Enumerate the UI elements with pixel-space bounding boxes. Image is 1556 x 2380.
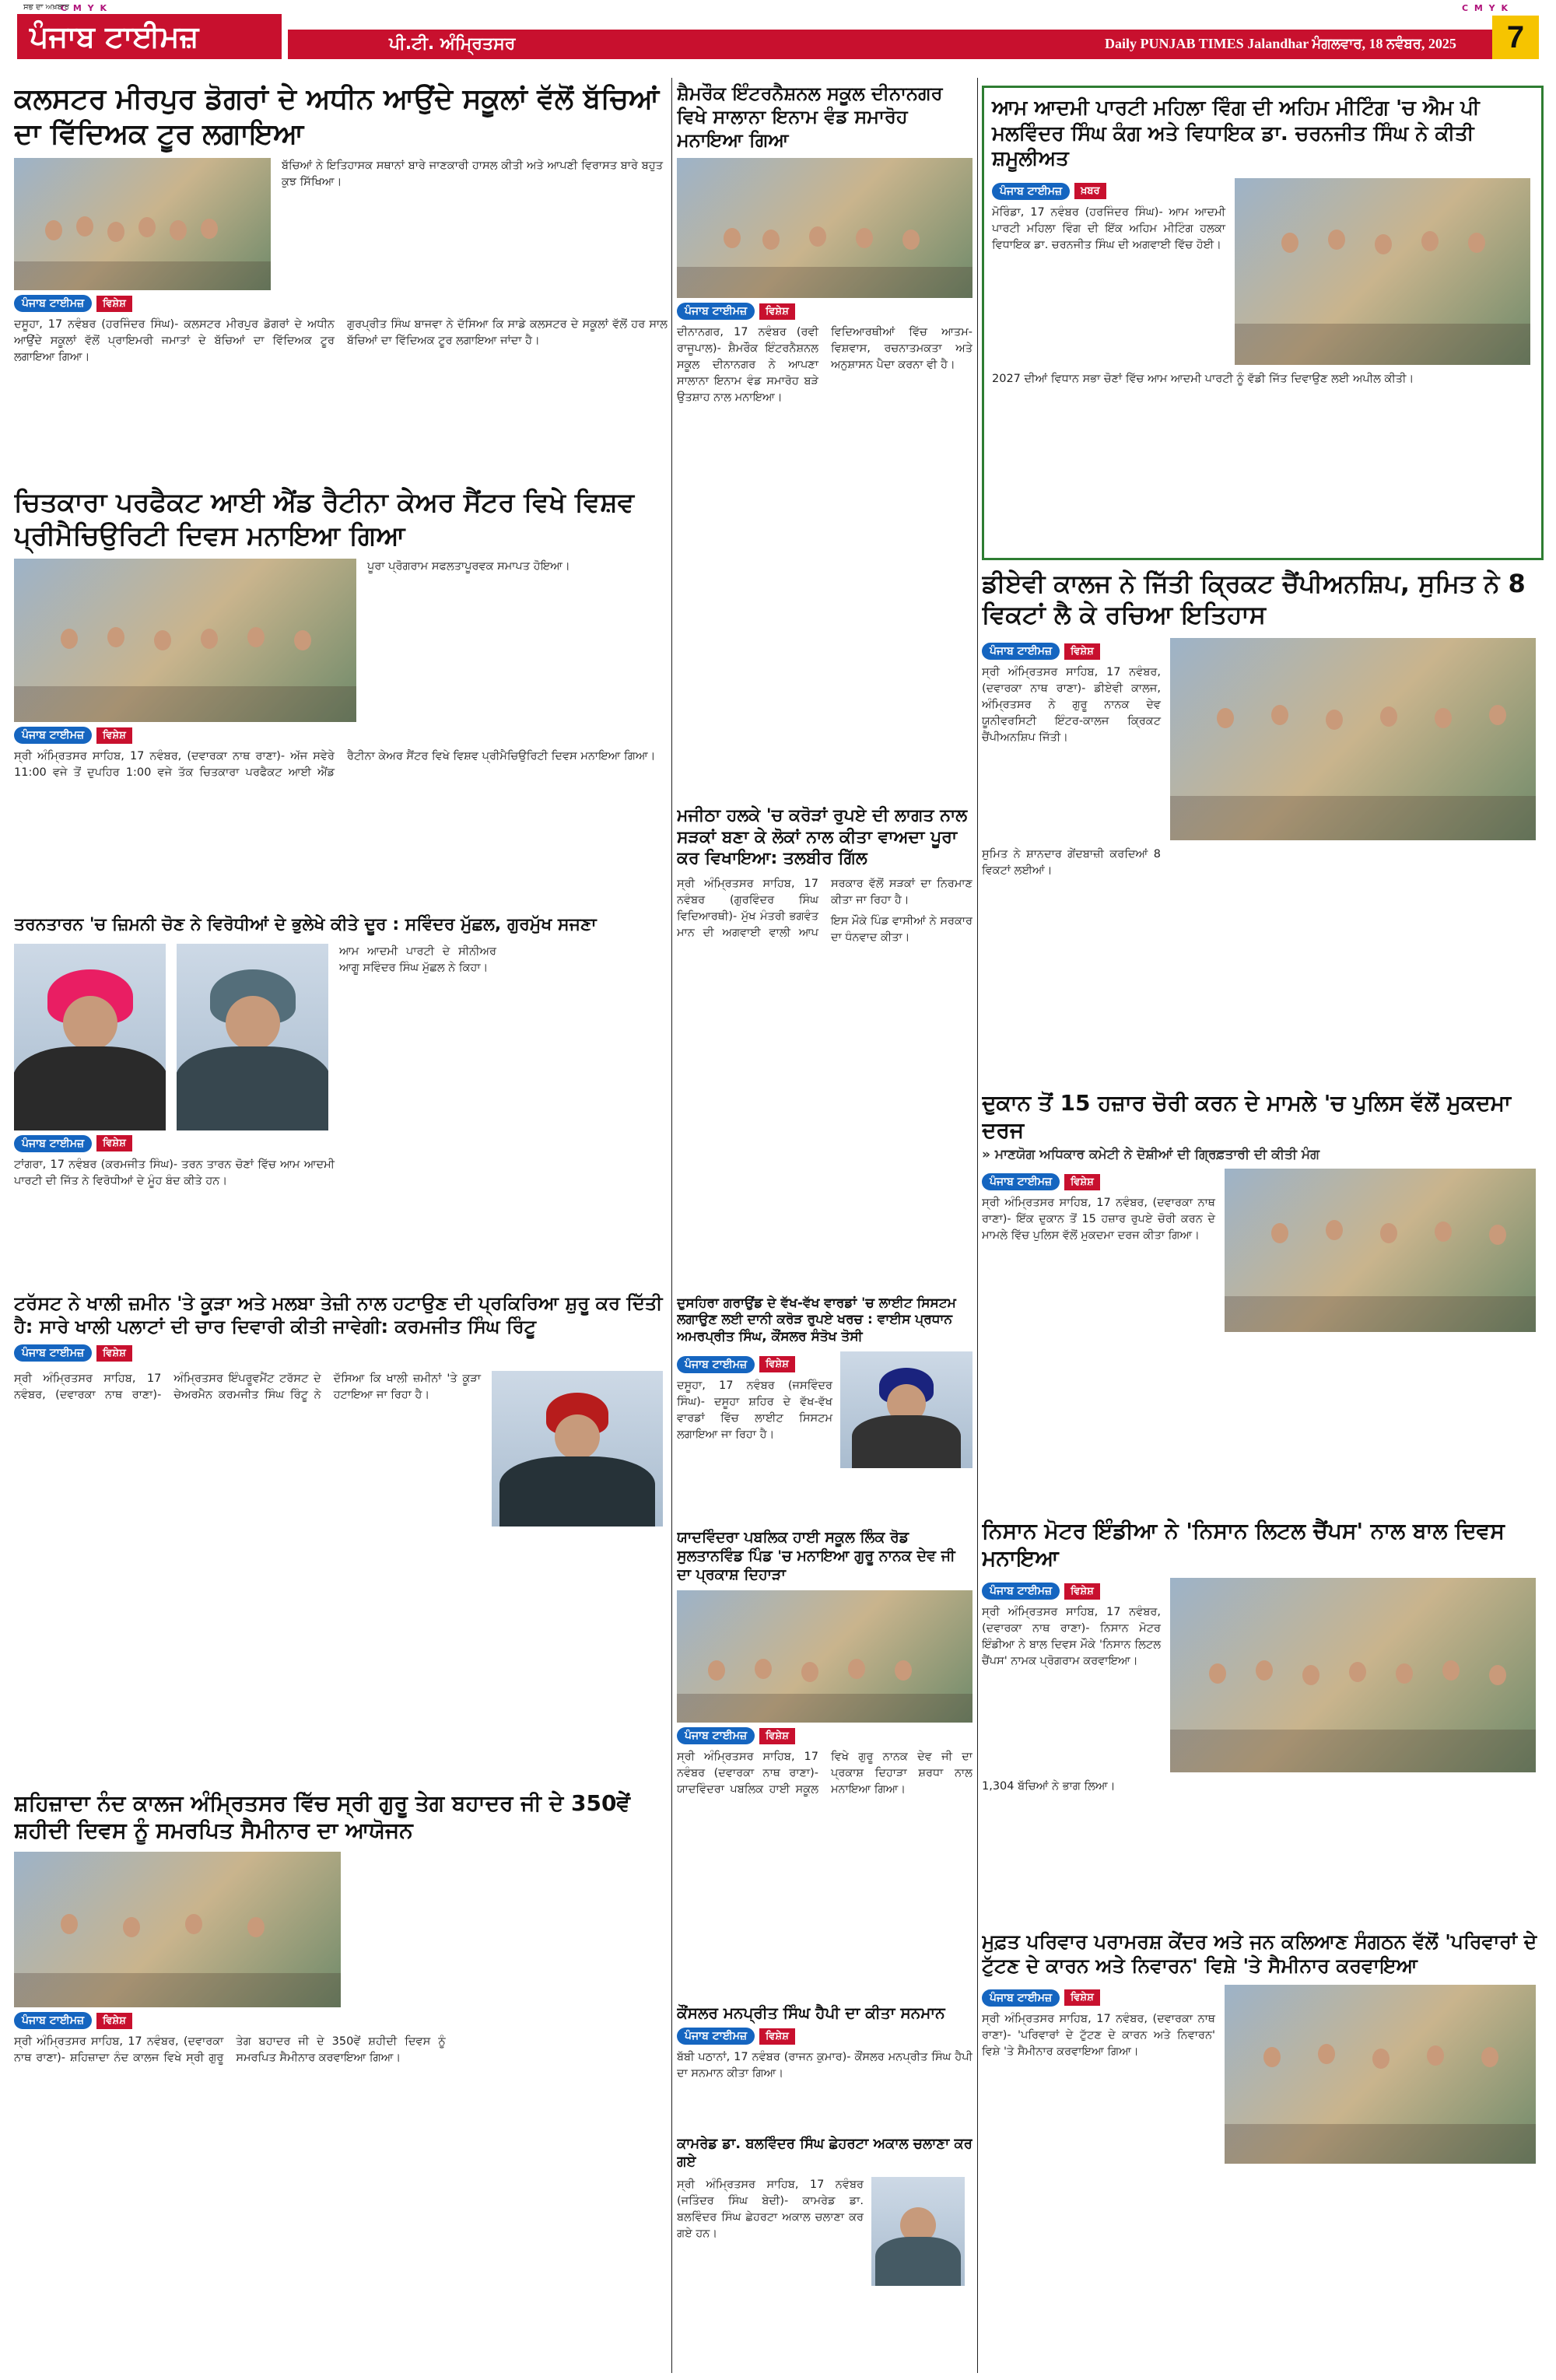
logo-tagline: ਸਭ ਦਾ ਅਖ਼ਬਾਰ [23, 3, 69, 12]
photo-seminar-stage [14, 1852, 341, 2007]
article-shamrock-school [677, 82, 972, 797]
article-body: ਸ੍ਰੀ ਅੰਮ੍ਰਿਤਸਰ ਸਾਹਿਬ, 17 ਨਵੰਬਰ, (ਦਵਾਰਕਾ ਨਾਥ ਰਾਣਾ)- ਸ਼ਹਿਜ਼ਾਦਾ ਨੰਦ ਕਾਲਜ ਵਿਖੇ ਸ੍ਰੀ ਗੁਰੂ ਤੇਗ ਬਹਾਦਰ ਜੀ ਦੇ 350ਵੇਂ ਸ਼ਹੀਦੀ ਦਿਵਸ ਨੂੰ ਸਮਰਪਿਤ ਸੈਮੀਨਾਰ ਕਰਵਾਇਆ ਗਿਆ। [14, 2035, 446, 2065]
headline: ਸ਼ੈਮਰੌਕ ਇੰਟਰਨੈਸ਼ਨਲ ਸਕੂਲ ਦੀਨਾਨਗਰ ਵਿਖੇ ਸਾਲਾਨਾ ਇਨਾਮ ਵੰਡ ਸਮਾਰੋਹ ਮਨਾਇਆ ਗਿਆ [677, 82, 943, 151]
headline: ਦੁਕਾਨ ਤੋਂ 15 ਹਜ਼ਾਰ ਚੋਰੀ ਕਰਨ ਦੇ ਮਾਮਲੇ 'ਚ ਪੁਲਿਸ ਵੱਲੋਂ ਮੁਕਦਮਾ ਦਰਜ [982, 1090, 1512, 1143]
photo-eye-center-staff [14, 559, 356, 722]
photo-complainants-group [1225, 1169, 1536, 1332]
article-body: 1,304 ਬੱਚਿਆਂ ਨੇ ਭਾਗ ਲਿਆ। [982, 1780, 1116, 1793]
headline: ਕਾਮਰੇਡ ਡਾ. ਬਲਵਿੰਦਰ ਸਿੰਘ ਛੇਹਰਟਾ ਅਕਾਲ ਚਲਾਣਾ ਕਰ ਗਏ [677, 2136, 972, 2170]
photo-portrait-karamjit-rintu [492, 1371, 663, 1526]
photo-prize-ceremony [677, 158, 972, 298]
article-shop-theft [982, 1089, 1544, 1509]
cmyk-marker: C M Y K [1462, 3, 1509, 13]
logo-text: ਪੰਜਾਬ ਟਾਈਮਜ਼ [30, 19, 199, 54]
article-councillor-honour [677, 2003, 972, 2128]
byline [14, 1344, 132, 1362]
tag-special: ਵਿਸ਼ੇਸ਼ [96, 296, 132, 312]
article-family-counselling-seminar [982, 1930, 1544, 2373]
article-yadvindra-school [677, 1529, 972, 1996]
article-body: ਦਸੂਹਾ, 17 ਨਵੰਬਰ (ਹਰਜਿੰਦਰ ਸਿੰਘ)- ਕਲਸਟਰ ਮੀਰਪੁਰ ਡੋਗਰਾਂ ਦੇ ਅਧੀਨ ਆਉਂਦੇ ਸਕੂਲਾਂ ਵੱਲੋਂ ਪ੍ਰਾਇਮਰੀ ਜਮਾਤਾਂ ਦੇ ਬੱਚਿਆਂ ਦਾ ਵਿੱਦਿਅਕ ਟੂਰ ਲਗਾਇਆ ਗਿਆ। ਗੁਰਪ੍ਰੀਤ ਸਿੰਘ ਬਾਜਵਾ ਨੇ ਦੱਸਿਆ ਕਿ ਸਾਡੇ ਕਲਸਟਰ ਦੇ ਸਕੂਲਾਂ ਵੱਲੋਂ ਹਰ ਸਾਲ ਬੱਚਿਆਂ ਦਾ ਵਿੱਦਿਅਕ ਟੂਰ ਲਗਾਇਆ ਜਾਂਦਾ ਹੈ। [14, 318, 668, 364]
tag-punjab-times: ਪੰਜਾਬ ਟਾਈਮਜ਼ [14, 295, 92, 312]
tag-punjab-times: ਪੰਜਾਬ ਟਾਈਮਜ਼ [677, 303, 755, 320]
article-body: 2027 ਦੀਆਂ ਵਿਧਾਨ ਸਭਾ ਚੋਣਾਂ ਵਿੱਚ ਆਮ ਆਦਮੀ ਪਾਰਟੀ ਨੂੰ ਵੱਡੀ ਜਿੱਤ ਦਿਵਾਉਣ ਲਈ ਅਪੀਲ ਕੀਤੀ। [992, 372, 1414, 385]
byline [982, 1173, 1100, 1190]
photo-portrait-amarpreet-singh [840, 1351, 972, 1468]
masthead [0, 0, 1556, 62]
byline [982, 1583, 1100, 1600]
tag-special: ਵਿਸ਼ੇਸ਼ [759, 1356, 795, 1372]
photo-school-celebration [677, 1590, 972, 1723]
headline: ਟਰੱਸਟ ਨੇ ਖਾਲੀ ਜ਼ਮੀਨ 'ਤੇ ਕੂੜਾ ਅਤੇ ਮਲਬਾ ਤੇਜ਼ੀ ਨਾਲ ਹਟਾਉਣ ਦੀ ਪ੍ਰਕਿਰਿਆ ਸ਼ੁਰੂ ਕਰ ਦਿੱਤੀ ਹੈ: ਸਾਰੇ ਖਾਲੀ ਪਲਾਟਾਂ ਦੀ ਚਾਰ ਦਿਵਾਰੀ ਕੀਤੀ ਜਾਵੇਗੀ: ਕਰਮਜੀਤ ਸਿੰਘ ਰਿੰਟੂ [14, 1292, 663, 1337]
article-body: ਸ੍ਰੀ ਅੰਮ੍ਰਿਤਸਰ ਸਾਹਿਬ, 17 ਨਵੰਬਰ, (ਦਵਾਰਕਾ ਨਾਥ ਰਾਣਾ)- ਅੱਜ ਸਵੇਰੇ 11:00 ਵਜੇ ਤੋਂ ਦੁਪਹਿਰ 1:00 ਵਜੇ ਤੱਕ ਚਿਤਕਾਰਾ ਪਰਫੈਕਟ ਆਈ ਐਂਡ ਰੈਟੀਨਾ ਕੇਅਰ ਸੈਂਟਰ ਵਿਖੇ ਵਿਸ਼ਵ ਪ੍ਰੀਮੈਚਿਉਰਿਟੀ ਦਿਵਸ ਮਨਾਇਆ ਗਿਆ। [14, 750, 656, 780]
article-body: ਸੁਮਿਤ ਨੇ ਸ਼ਾਨਦਾਰ ਗੇਂਦਬਾਜ਼ੀ ਕਰਦਿਆਂ 8 ਵਿਕਟਾਂ ਲਈਆਂ। [982, 848, 1161, 878]
headline: ਡੀਏਵੀ ਕਾਲਜ ਨੇ ਜਿੱਤੀ ਕ੍ਰਿਕਟ ਚੈਂਪੀਅਨਸ਼ਿਪ, ਸੁਮਿਤ ਨੇ 8 ਵਿਕਟਾਂ ਲੈ ਕੇ ਰਚਿਆ ਇਤਿਹਾਸ [982, 569, 1526, 629]
article-body: ਸ੍ਰੀ ਅੰਮ੍ਰਿਤਸਰ ਸਾਹਿਬ, 17 ਨਵੰਬਰ, (ਦਵਾਰਕਾ ਨਾਥ ਰਾਣਾ)- ਡੀਏਵੀ ਕਾਲਜ, ਅੰਮ੍ਰਿਤਸਰ ਨੇ ਗੁਰੂ ਨਾਨਕ ਦੇਵ ਯੂਨੀਵਰਸਿਟੀ ਇੰਟਰ-ਕਾਲਜ ਕ੍ਰਿਕਟ ਚੈਂਪੀਅਨਸ਼ਿਪ ਜਿੱਤੀ। [982, 666, 1161, 745]
article-seminar-guru-tegh-bahadur [14, 1789, 668, 2373]
tag-punjab-times: ਪੰਜਾਬ ਟਾਈਮਜ਼ [982, 1989, 1060, 2007]
article-body: ਸ੍ਰੀ ਅੰਮ੍ਰਿਤਸਰ ਸਾਹਿਬ, 17 ਨਵੰਬਰ (ਗੁਰਵਿੰਦਰ ਸਿੰਘ ਵਿਦਿਆਰਥੀ)- ਮੁੱਖ ਮੰਤਰੀ ਭਗਵੰਤ ਮਾਨ ਦੀ ਅਗਵਾਈ ਵਾਲੀ ਆਪ ਸਰਕਾਰ ਵੱਲੋਂ ਸੜਕਾਂ ਦਾ ਨਿਰਮਾਣ ਕੀਤਾ ਜਾ ਰਿਹਾ ਹੈ। ਇਸ ਮੌਕੇ ਪਿੰਡ ਵਾਸੀਆਂ ਨੇ ਸਰਕਾਰ ਦਾ ਧੰਨਵਾਦ ਕੀਤਾ। [677, 877, 972, 944]
edition-date: Daily PUNJAB TIMES Jalandhar ਮੰਗਲਵਾਰ, 18 ਨਵੰਬਰ, 2025 [1105, 36, 1456, 51]
page-number: 7 [1492, 16, 1539, 59]
headline: ਆਮ ਆਦਮੀ ਪਾਰਟੀ ਮਹਿਲਾ ਵਿੰਗ ਦੀ ਅਹਿਮ ਮੀਟਿੰਗ 'ਚ ਐਮ ਪੀ ਮਲਵਿੰਦਰ ਸਿੰਘ ਕੰਗ ਅਤੇ ਵਿਧਾਇਕ ਡਾ. ਚਰਨਜੀਤ ਸਿੰਘ ਨੇ ਕੀਤੀ ਸ਼ਮੂਲੀਅਤ [992, 96, 1480, 170]
subheadline: » ਮਾਣਯੋਗ ਅਧਿਕਾਰ ਕਮੇਟੀ ਨੇ ਦੋਸ਼ੀਆਂ ਦੀ ਗ੍ਰਿਫ਼ਤਾਰੀ ਦੀ ਕੀਤੀ ਮੰਗ [982, 1147, 1319, 1162]
article-body: ਬੱਚਿਆਂ ਨੇ ਇਤਿਹਾਸਕ ਸਥਾਨਾਂ ਬਾਰੇ ਜਾਣਕਾਰੀ ਹਾਸਲ ਕੀਤੀ ਅਤੇ ਆਪਣੀ ਵਿਰਾਸਤ ਬਾਰੇ ਬਹੁਤ ਕੁਝ ਸਿੱਖਿਆ। [282, 159, 663, 189]
byline [992, 183, 1106, 200]
headline: ਯਾਦਵਿੰਦਰਾ ਪਬਲਿਕ ਹਾਈ ਸਕੂਲ ਲਿੰਕ ਰੋਡ ਸੁਲਤਾਨਵਿੰਡ ਪਿੰਡ 'ਚ ਮਨਾਇਆ ਗੁਰੂ ਨਾਨਕ ਦੇਵ ਜੀ ਦਾ ਪ੍ਰਕਾਸ਼ ਦਿਹਾੜਾ [677, 1529, 955, 1583]
article-body: ਆਮ ਆਦਮੀ ਪਾਰਟੀ ਦੇ ਸੀਨੀਅਰ ਆਗੂ ਸਵਿੰਦਰ ਸਿੰਘ ਮੁੱਛਲ ਨੇ ਕਿਹਾ। [339, 945, 496, 974]
tag-special: ਵਿਸ਼ੇਸ਼ [96, 1345, 132, 1362]
article-majitha-roads [677, 805, 972, 1288]
headline: ਮੁਫ਼ਤ ਪਰਿਵਾਰ ਪਰਾਮਰਸ਼ ਕੇਂਦਰ ਅਤੇ ਜਨ ਕਲਿਆਣ ਸੰਗਠਨ ਵੱਲੋਂ 'ਪਰਿਵਾਰਾਂ ਦੇ ਟੁੱਟਣ ਦੇ ਕਾਰਨ ਅਤੇ ਨਿਵਾਰਨ' ਵਿਸ਼ੇ 'ਤੇ ਸੈਮੀਨਾਰ ਕਰਵਾਇਆ [982, 1930, 1537, 1978]
photo-nissan-children [1170, 1578, 1536, 1772]
article-body: ਬੱਬੀ ਪਠਾਨਾਂ, 17 ਨਵੰਬਰ (ਰਾਜਨ ਕੁਮਾਰ)- ਕੌਂਸਲਰ ਮਨਪ੍ਰੀਤ ਸਿੰਘ ਹੈਪੀ ਦਾ ਸਨਮਾਨ ਕੀਤਾ ਗਿਆ। [677, 2051, 972, 2080]
tag-special: ਵਿਸ਼ੇਸ਼ [759, 2028, 795, 2045]
headline: ਕਲਸਟਰ ਮੀਰਪੁਰ ਡੋਗਰਾਂ ਦੇ ਅਧੀਨ ਆਉਂਦੇ ਸਕੂਲਾਂ ਵੱਲੋਂ ਬੱਚਿਆਂ ਦਾ ਵਿੱਦਿਅਕ ਟੂਰ ਲਗਾਇਆ [14, 83, 660, 150]
article-dasuya-lights [677, 1295, 972, 1521]
tag-punjab-times: ਪੰਜਾਬ ਟਾਈਮਜ਼ [14, 2012, 92, 2029]
tag-punjab-times: ਪੰਜਾਬ ਟਾਈਮਜ਼ [14, 1344, 92, 1362]
cmyk-marker: C M Y K [61, 3, 108, 13]
tag-punjab-times: ਪੰਜਾਬ ਟਾਈਮਜ਼ [982, 1583, 1060, 1600]
tag-special: ਵਿਸ਼ੇਸ਼ [759, 303, 795, 320]
article-comrade-obituary [677, 2136, 972, 2369]
article-school-tour [14, 82, 668, 478]
byline [677, 2028, 795, 2045]
article-dav-cricket [982, 568, 1544, 1081]
article-body: ਦਸੂਹਾ, 17 ਨਵੰਬਰ (ਜਸਵਿੰਦਰ ਸਿੰਘ)- ਦਸੂਹਾ ਸ਼ਹਿਰ ਦੇ ਵੱਖ-ਵੱਖ ਵਾਰਡਾਂ ਵਿੱਚ ਲਾਈਟ ਸਿਸਟਮ ਲਗਾਇਆ ਜਾ ਰਿਹਾ ਹੈ। [677, 1379, 832, 1441]
article-trust-land-cleanup [14, 1292, 668, 1782]
article-body: ਸ੍ਰੀ ਅੰਮ੍ਰਿਤਸਰ ਸਾਹਿਬ, 17 ਨਵੰਬਰ, (ਦਵਾਰਕਾ ਨਾਥ ਰਾਣਾ)- ਨਿਸਾਨ ਮੋਟਰ ਇੰਡੀਆ ਨੇ ਬਾਲ ਦਿਵਸ ਮੌਕੇ 'ਨਿਸਾਨ ਲਿਟਲ ਚੈਂਪਸ' ਨਾਮਕ ਪ੍ਰੋਗਰਾਮ ਕਰਵਾਇਆ। [982, 1606, 1161, 1668]
byline [14, 727, 132, 744]
photo-portrait-gurmukh-sajna [177, 944, 328, 1130]
article-body: ਸ੍ਰੀ ਅੰਮ੍ਰਿਤਸਰ ਸਾਹਿਬ, 17 ਨਵੰਬਰ, (ਦਵਾਰਕਾ ਨਾਥ ਰਾਣਾ)- ਅੰਮ੍ਰਿਤਸਰ ਇੰਪਰੂਵਮੈਂਟ ਟਰੱਸਟ ਦੇ ਚੇਅਰਮੈਨ ਕਰਮਜੀਤ ਸਿੰਘ ਰਿੰਟੂ ਨੇ ਦੱਸਿਆ ਕਿ ਖਾਲੀ ਜ਼ਮੀਨਾਂ 'ਤੇ ਕੂੜਾ ਹਟਾਇਆ ਜਾ ਰਿਹਾ ਹੈ। [14, 1372, 481, 1402]
tag-punjab-times: ਪੰਜਾਬ ਟਾਈਮਜ਼ [14, 727, 92, 744]
column-divider [671, 78, 672, 2373]
headline: ਤਰਨਤਾਰਨ 'ਚ ਜ਼ਿਮਨੀ ਚੋਣ ਨੇ ਵਿਰੋਧੀਆਂ ਦੇ ਭੁਲੇਖੇ ਕੀਤੇ ਦੂਰ : ਸਵਿੰਦਰ ਮੁੱਛਲ, ਗੁਰਮੁੱਖ ਸਜਣਾ [14, 915, 597, 934]
photo-meeting [1235, 178, 1530, 365]
headline: ਕੌਂਸਲਰ ਮਨਪ੍ਰੀਤ ਸਿੰਘ ਹੈਪੀ ਦਾ ਕੀਤਾ ਸਨਮਾਨ [677, 2003, 945, 2022]
tag-special: ਵਿਸ਼ੇਸ਼ [96, 1135, 132, 1151]
tag-special: ਵਿਸ਼ੇਸ਼ [1064, 643, 1100, 660]
article-body: ਸ੍ਰੀ ਅੰਮ੍ਰਿਤਸਰ ਸਾਹਿਬ, 17 ਨਵੰਬਰ, (ਦਵਾਰਕਾ ਨਾਥ ਰਾਣਾ)- 'ਪਰਿਵਾਰਾਂ ਦੇ ਟੁੱਟਣ ਦੇ ਕਾਰਨ ਅਤੇ ਨਿਵਾਰਨ' ਵਿਸ਼ੇ 'ਤੇ ਸੈਮੀਨਾਰ ਕਰਵਾਇਆ ਗਿਆ। [982, 2012, 1215, 2058]
byline [14, 1135, 132, 1152]
article-body: ਸ੍ਰੀ ਅੰਮ੍ਰਿਤਸਰ ਸਾਹਿਬ, 17 ਨਵੰਬਰ, (ਦਵਾਰਕਾ ਨਾਥ ਰਾਣਾ)- ਇੱਕ ਦੁਕਾਨ ਤੋਂ 15 ਹਜ਼ਾਰ ਰੁਪਏ ਚੋਰੀ ਕਰਨ ਦੇ ਮਾਮਲੇ ਵਿੱਚ ਪੁਲਿਸ ਵੱਲੋਂ ਮੁਕਦਮਾ ਦਰਜ ਕੀਤਾ ਗਿਆ। [982, 1197, 1215, 1243]
article-body: ਮੋਰਿੰਡਾ, 17 ਨਵੰਬਰ (ਹਰਜਿੰਦਰ ਸਿੰਘ)- ਆਮ ਆਦਮੀ ਪਾਰਟੀ ਮਹਿਲਾ ਵਿੰਗ ਦੀ ਇੱਕ ਅਹਿਮ ਮੀਟਿੰਗ ਹਲਕਾ ਵਿਧਾਇਕ ਡਾ. ਚਰਨਜੀਤ ਸਿੰਘ ਦੀ ਅਗਵਾਈ ਵਿੱਚ ਹੋਈ। [992, 205, 1225, 251]
photo-portrait-comrade [871, 2177, 965, 2286]
article-aap-women-wing [982, 86, 1544, 560]
byline [677, 1727, 795, 1744]
tag-special: ਵਿਸ਼ੇਸ਼ [759, 1728, 795, 1744]
section-label: ਪੀ.ਟੀ. ਅੰਮ੍ਰਿਤਸਰ [389, 34, 516, 54]
article-chitkara-eye-center [14, 486, 668, 906]
byline [982, 643, 1100, 660]
tag-news: ਖ਼ਬਰ [1074, 183, 1106, 199]
byline [677, 303, 795, 320]
tag-punjab-times: ਪੰਜਾਬ ਟਾਈਮਜ਼ [982, 1173, 1060, 1190]
headline: ਮਜੀਠਾ ਹਲਕੇ 'ਚ ਕਰੋੜਾਂ ਰੁਪਏ ਦੀ ਲਾਗਤ ਨਾਲ ਸੜਕਾਂ ਬਣਾ ਕੇ ਲੋਕਾਂ ਨਾਲ ਕੀਤਾ ਵਾਅਦਾ ਪੂਰਾ ਕਰ ਵਿਖਾਇਆ: ਤਲਬੀਰ ਗਿੱਲ [677, 806, 968, 868]
tag-punjab-times: ਪੰਜਾਬ ਟਾਈਮਜ਼ [992, 183, 1070, 200]
article-body: ਪੂਰਾ ਪ੍ਰੋਗਰਾਮ ਸਫਲਤਾਪੂਰਵਕ ਸਮਾਪਤ ਹੋਇਆ। [367, 560, 570, 573]
headline: ਦੁਸਹਿਰਾ ਗਰਾਉਂਡ ਦੇ ਵੱਖ-ਵੱਖ ਵਾਰਡਾਂ 'ਚ ਲਾਈਟ ਸਿਸਟਮ ਲਗਾਉਣ ਲਈ ਦਾਨੀ ਕਰੋੜ ਰੁਪਏ ਖਰਚ : ਵਾਈਸ ਪ੍ਰਧਾਨ ਅਮਰਪ੍ਰੀਤ ਸਿੰਘ, ਕੌਂਸਲਰ ਸੰਤੋਖ ਤੋਸੀ [677, 1295, 956, 1344]
byline [982, 1989, 1100, 2007]
tag-special: ਵਿਸ਼ੇਸ਼ [96, 727, 132, 744]
photo-portrait-swinder-muchhal [14, 944, 166, 1130]
photo-students-group [14, 158, 271, 290]
tag-special: ਵਿਸ਼ੇਸ਼ [1064, 1583, 1100, 1600]
headline: ਚਿਤਕਾਰਾ ਪਰਫੈਕਟ ਆਈ ਐਂਡ ਰੈਟੀਨਾ ਕੇਅਰ ਸੈਂਟਰ ਵਿਖੇ ਵਿਸ਼ਵ ਪ੍ਰੀਮੈਚਿਉਰਿਟੀ ਦਿਵਸ ਮਨਾਇਆ ਗਿਆ [14, 487, 635, 552]
tag-punjab-times: ਪੰਜਾਬ ਟਾਈਮਜ਼ [677, 2028, 755, 2045]
byline [677, 1356, 795, 1373]
article-body: ਸ੍ਰੀ ਅੰਮ੍ਰਿਤਸਰ ਸਾਹਿਬ, 17 ਨਵੰਬਰ (ਦਵਾਰਕਾ ਨਾਥ ਰਾਣਾ)- ਯਾਦਵਿੰਦਰਾ ਪਬਲਿਕ ਹਾਈ ਸਕੂਲ ਵਿਖੇ ਗੁਰੂ ਨਾਨਕ ਦੇਵ ਜੀ ਦਾ ਪ੍ਰਕਾਸ਼ ਦਿਹਾੜਾ ਸ਼ਰਧਾ ਨਾਲ ਮਨਾਇਆ ਗਿਆ। [677, 1751, 972, 1796]
tag-punjab-times: ਪੰਜਾਬ ਟਾਈਮਜ਼ [677, 1727, 755, 1744]
article-nissan-childrens-day [982, 1517, 1544, 1922]
tag-punjab-times: ਪੰਜਾਬ ਟਾਈਮਜ਼ [14, 1135, 92, 1152]
byline [14, 2012, 132, 2029]
column-divider [977, 78, 978, 2373]
tag-special: ਵਿਸ਼ੇਸ਼ [1064, 1989, 1100, 2006]
tag-special: ਵਿਸ਼ੇਸ਼ [96, 2013, 132, 2029]
tag-punjab-times: ਪੰਜਾਬ ਟਾਈਮਜ਼ [677, 1356, 755, 1373]
photo-seminar-attendees [1225, 1985, 1536, 2164]
tag-punjab-times: ਪੰਜਾਬ ਟਾਈਮਜ਼ [982, 643, 1060, 660]
article-body: ਦੀਨਾਨਗਰ, 17 ਨਵੰਬਰ (ਰਵੀ ਰਾਜੂਪਾਲ)- ਸ਼ੈਮਰੌਕ ਇੰਟਰਨੈਸ਼ਨਲ ਸਕੂਲ ਦੀਨਾਨਗਰ ਨੇ ਆਪਣਾ ਸਾਲਾਨਾ ਇਨਾਮ ਵੰਡ ਸਮਾਰੋਹ ਬੜੇ ਉਤਸ਼ਾਹ ਨਾਲ ਮਨਾਇਆ। ਵਿਦਿਆਰਥੀਆਂ ਵਿੱਚ ਆਤਮ-ਵਿਸ਼ਵਾਸ, ਰਚਨਾਤਮਕਤਾ ਅਤੇ ਅਨੁਸ਼ਾਸਨ ਪੈਦਾ ਕਰਨਾ ਵੀ ਹੈ। [677, 326, 972, 405]
headline: ਸ਼ਹਿਜ਼ਾਦਾ ਨੰਦ ਕਾਲਜ ਅੰਮ੍ਰਿਤਸਰ ਵਿੱਚ ਸ੍ਰੀ ਗੁਰੂ ਤੇਗ ਬਹਾਦਰ ਜੀ ਦੇ 350ਵੇਂ ਸ਼ਹੀਦੀ ਦਿਵਸ ਨੂੰ ਸਮਰਪਿਤ ਸੈਮੀਨਾਰ ਦਾ ਆਯੋਜਨ [14, 1790, 630, 1843]
headline: ਨਿਸਾਨ ਮੋਟਰ ਇੰਡੀਆ ਨੇ 'ਨਿਸਾਨ ਲਿਟਲ ਚੈਂਪਸ' ਨਾਲ ਬਾਲ ਦਿਵਸ ਮਨਾਇਆ [982, 1518, 1505, 1571]
article-tarn-taran-election [14, 914, 668, 1280]
article-body: ਸ੍ਰੀ ਅੰਮ੍ਰਿਤਸਰ ਸਾਹਿਬ, 17 ਨਵੰਬਰ (ਜਤਿੰਦਰ ਸਿੰਘ ਬੇਦੀ)- ਕਾਮਰੇਡ ਡਾ. ਬਲਵਿੰਦਰ ਸਿੰਘ ਛੇਹਰਟਾ ਅਕਾਲ ਚਲਾਣਾ ਕਰ ਗਏ ਹਨ। [677, 2178, 864, 2241]
photo-cricket-team [1170, 638, 1536, 840]
article-body: ਟਾਂਗਰਾ, 17 ਨਵੰਬਰ (ਕਰਮਜੀਤ ਸਿੰਘ)- ਤਰਨ ਤਾਰਨ ਚੋਣਾਂ ਵਿੱਚ ਆਮ ਆਦਮੀ ਪਾਰਟੀ ਦੀ ਜਿੱਤ ਨੇ ਵਿਰੋਧੀਆਂ ਦੇ ਮੂੰਹ ਬੰਦ ਕੀਤੇ ਹਨ। [14, 1158, 335, 1187]
tag-special: ਵਿਸ਼ੇਸ਼ [1064, 1174, 1100, 1190]
byline [14, 295, 132, 312]
